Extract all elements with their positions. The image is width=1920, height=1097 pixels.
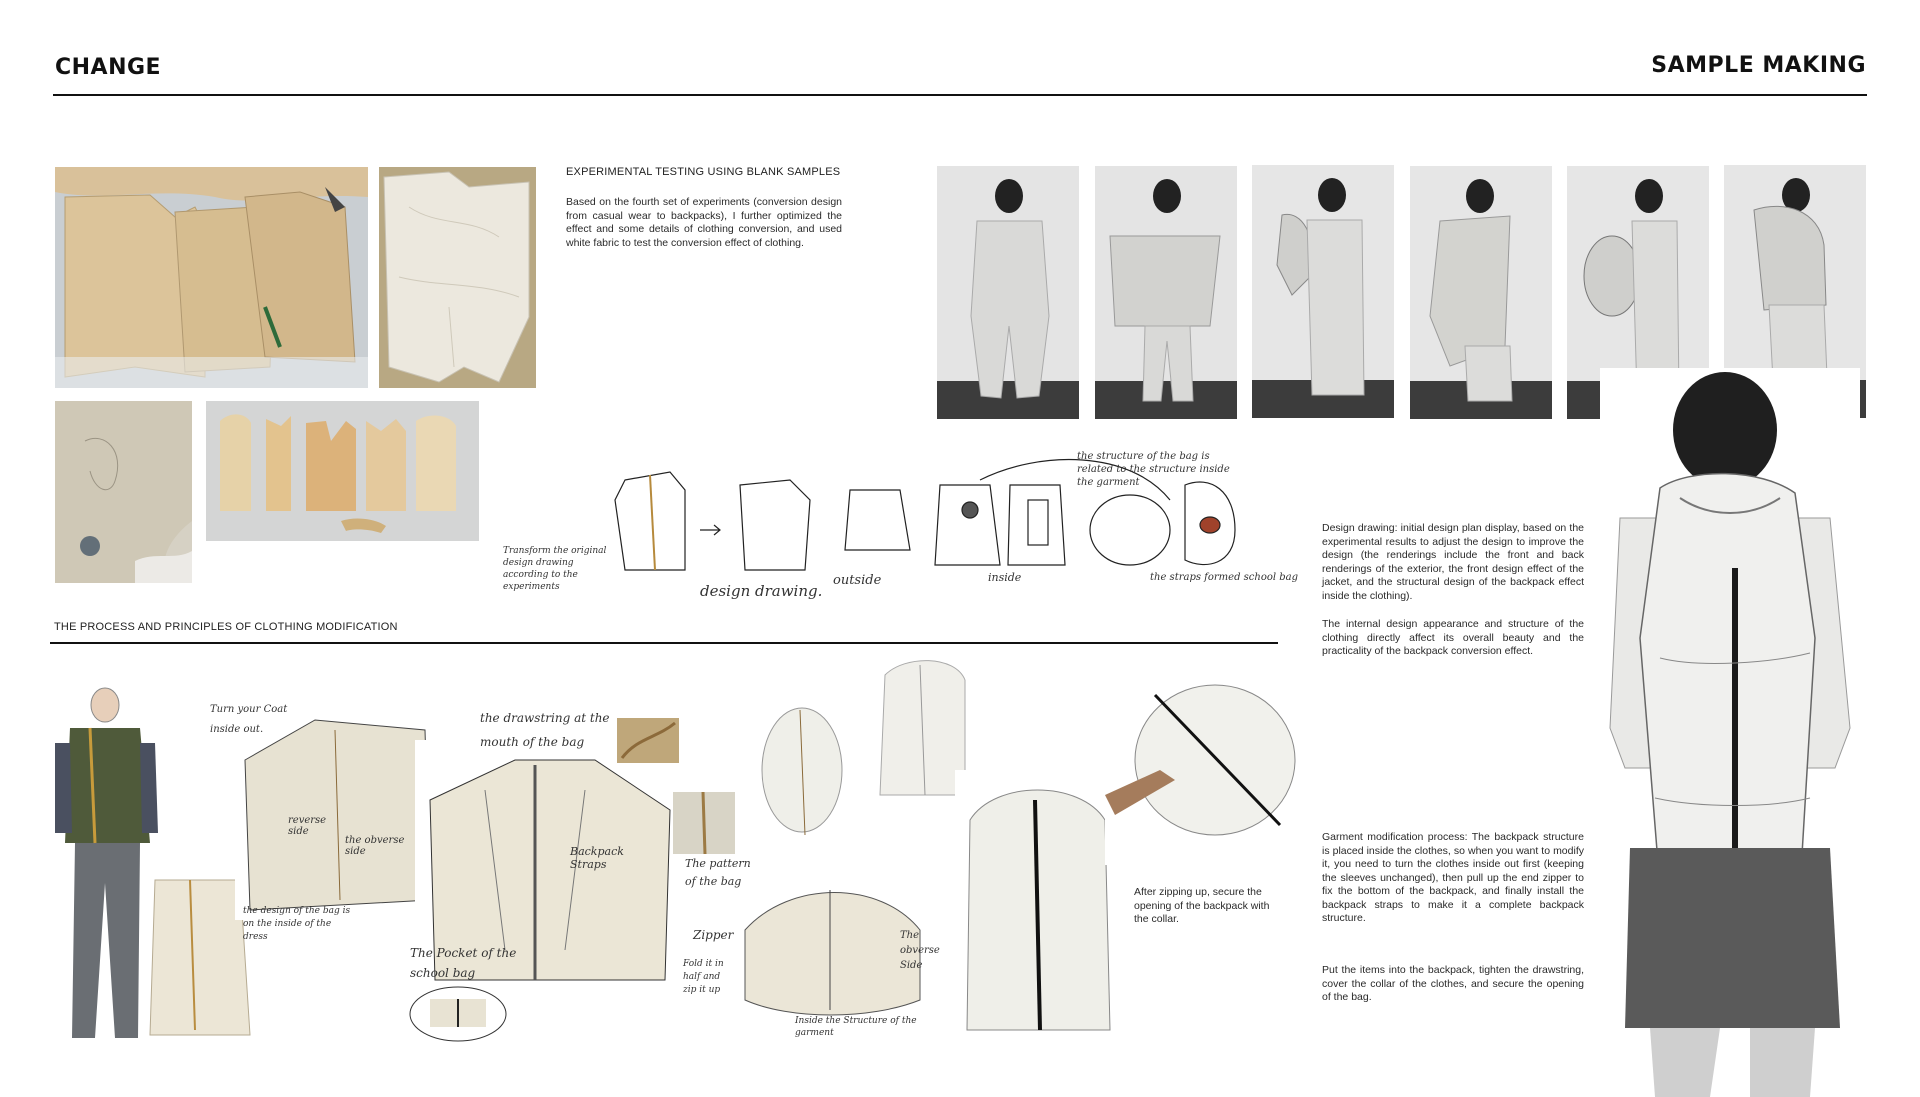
pattern-photo-white-fabric <box>379 167 536 388</box>
backpack-collar-secured-photo <box>1105 655 1300 865</box>
caption-garment-process: Garment modification process: The backpack structure is placed inside the clothes, so when you want to modify it, you need to turn the clothes inside out first (keeping the sleeves unchanged), then pull up the end zipper to fix the bottom of the backpack, and finally install the backpack straps to make it a complete backpack structure. <box>1322 831 1584 924</box>
backpack-photo-small <box>755 695 850 840</box>
note-pattern: The pattern of the bag <box>685 857 751 888</box>
note-drawstring: the drawstring at the mouth of the bag <box>480 711 610 749</box>
header-right-title: SAMPLE MAKING <box>1651 53 1866 78</box>
zip-caption: After zipping up, secure the opening of the backpack with the collar. <box>1134 886 1270 925</box>
note-obverse-side: the obverse side <box>345 835 405 857</box>
note-turn: Turn your Coat inside out. <box>210 704 288 735</box>
fashion-illustration <box>50 683 160 1043</box>
transformation-step-2 <box>1095 166 1237 419</box>
transformation-step-3 <box>1252 165 1394 418</box>
pocket-detail-photo <box>408 985 508 1043</box>
note-transform: Transform the original design drawing according to the experiments <box>503 546 607 592</box>
process-section-title: THE PROCESS AND PRINCIPLES OF CLOTHING MODIFICATION <box>54 621 398 633</box>
backpack-zipped-photo <box>955 770 1120 1045</box>
note-design-bag: the design of the bag is on the inside of the dress <box>243 906 351 942</box>
note-zipper: Zipper <box>693 928 734 942</box>
note-design-drawing: design drawing. <box>700 582 823 600</box>
process-divider <box>50 642 1278 644</box>
note-outside: outside <box>833 573 882 588</box>
note-reverse-side: reverse side <box>288 815 327 837</box>
note-pocket: The Pocket of the school bag <box>410 946 517 980</box>
transformation-step-4 <box>1410 166 1552 419</box>
note-obverse2: The obverse Side <box>900 930 940 971</box>
transformation-step-1 <box>937 166 1079 419</box>
header-left-title: CHANGE <box>55 55 162 80</box>
note-fold: Fold it in half and zip it up <box>683 959 724 995</box>
header-divider <box>53 94 1867 96</box>
pattern-photo-craft-paper <box>55 167 368 388</box>
note-structure: the structure of the bag is related to the structure inside the garment <box>1077 451 1230 488</box>
caption-items-drawstring: Put the items into the backpack, tighten the drawstring, cover the collar of the clothes, and secure the opening of the bag. <box>1322 964 1584 1003</box>
note-straps: the straps formed school bag <box>1150 572 1298 583</box>
note-backpack-straps: Backpack Straps <box>570 845 624 871</box>
pattern-pieces-flatlay <box>206 401 479 541</box>
note-inside-structure: Inside the Structure of the garment <box>795 1016 917 1038</box>
note-inside: inside <box>988 571 1022 584</box>
pattern-photo-sketch-paper <box>55 401 192 583</box>
experimental-heading: EXPERIMENTAL TESTING USING BLANK SAMPLES <box>566 166 841 178</box>
model-backpack-back-view <box>1600 368 1860 1097</box>
caption-design-drawing: Design drawing: initial design plan display, based on the experimental results to adjust the design to improve the design (the renderings include the front and back renderings of the exterior, the front design effect of the jacket, and the structural design of the backpack effect inside the clothing). <box>1322 522 1584 602</box>
caption-internal-design: The internal design appearance and structure of the clothing directly affect its overall beauty and the practicality of the backpack conversion effect. <box>1322 618 1584 657</box>
experimental-body: Based on the fourth set of experiments (conversion design from casual wear to backpacks), I further optimized the effect and some details of clothing conversion, and used white fabric to test the conversion effect of clothing. <box>566 196 842 249</box>
pattern-detail-photo <box>673 792 735 854</box>
